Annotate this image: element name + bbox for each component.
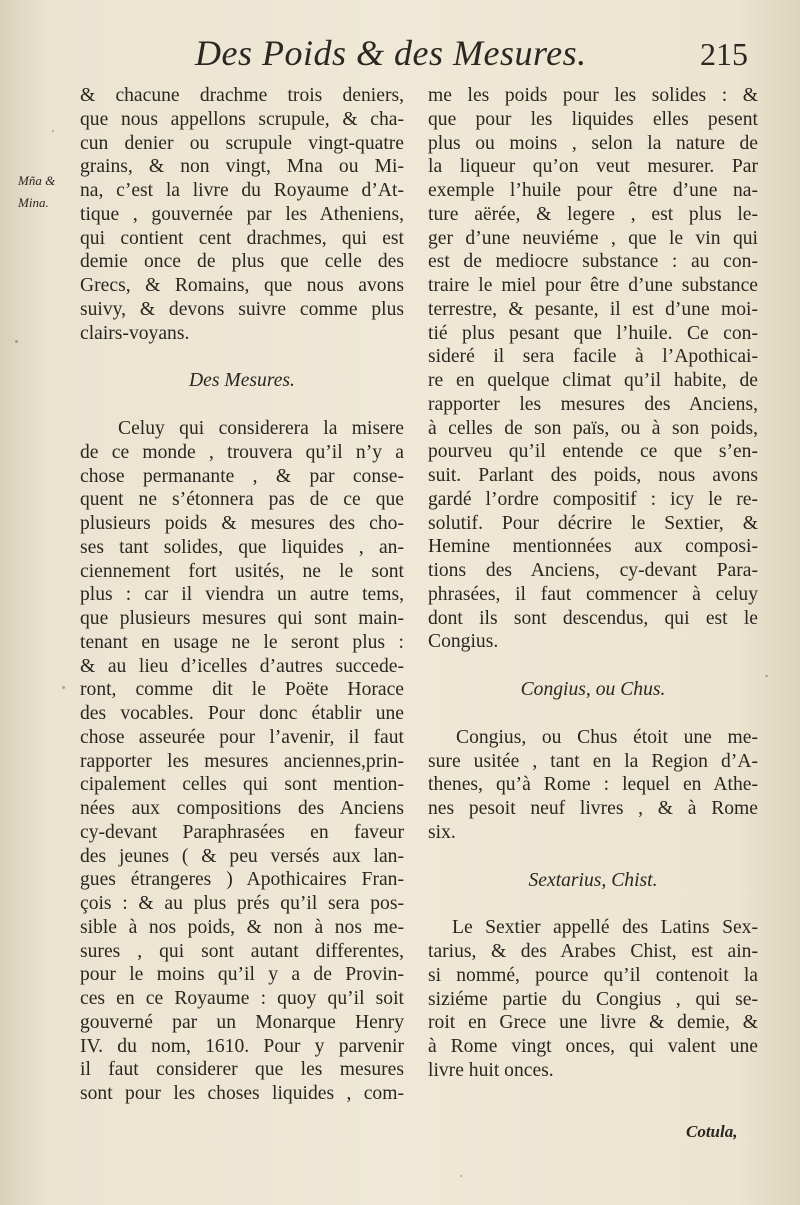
right-column [428, 84, 758, 1083]
margin-note [18, 170, 78, 214]
text-line: à celles de son païs, ou à son poids, [428, 417, 758, 439]
text-line: siziéme partie du Congius , qui se- [428, 988, 758, 1010]
text-line: ses tant solides, que liquides , an- [80, 536, 404, 558]
text-line: cipalement celles qui sont mention- [80, 774, 404, 796]
text-line: chose permanante , & par conse- [80, 465, 404, 487]
text-line: terrestre, & pesante, il est d’une moi- [428, 298, 758, 320]
text-line: Le Sextier appellé des Latins Sex- [452, 917, 758, 939]
text-line: dont ils sont descendus, qui est le [428, 607, 758, 629]
text-line: ces en ce Royaume : quoy qu’il soit [80, 988, 404, 1009]
text-line: est de mediocre substance : au con- [428, 251, 758, 273]
text-line: pour le moins qu’il y a de Provin- [80, 964, 404, 986]
text-line: plus ou moins , selon la nature de [428, 132, 758, 154]
paper-speck [62, 686, 65, 689]
text-line: tique , gouvernée par les Atheniens, [80, 203, 404, 225]
text-line: de ce monde , trouvera qu’il n’y a [80, 441, 404, 463]
text-line: sont pour les choses liquides , com- [80, 1083, 404, 1104]
margin-note-line: Mina. [18, 195, 49, 210]
left-column [80, 84, 404, 1106]
text-line: çois : & au plus prés qu’il sera pos- [80, 893, 404, 914]
text-line: Congius, ou Chus étoit une me- [456, 726, 758, 748]
catchword: Cotula, [686, 1122, 738, 1141]
text-line: il faut considerer que les mesures [80, 1059, 404, 1081]
running-title: Des Poids & des Mesures. [195, 33, 587, 73]
page-number: 215 [700, 36, 748, 72]
text-line: me les poids pour les solides : & [428, 85, 758, 106]
text-line: chose asseurée pour l’avenir, il faut [80, 726, 404, 748]
text-line: des jeunes ( & peu versés aux lan- [80, 845, 404, 867]
paper-speck [765, 675, 768, 677]
page-header [0, 32, 800, 82]
text-line: qui contient cent drachmes, qui est [80, 227, 404, 249]
text-line: gardé l’ordre compositif : icy le re- [428, 488, 758, 510]
paragraph-gap [428, 654, 758, 678]
text-line: que pour les liquides elles pesent [428, 108, 758, 130]
paper-speck [460, 1175, 462, 1177]
text-line: clairs-voyans. [80, 322, 190, 344]
text-line: Grecs, & Romains, que nous avons [80, 275, 404, 296]
text-line: ger d’une neuviéme , que le vin qui [428, 227, 758, 249]
section-heading: Des Mesures. [189, 370, 295, 392]
text-line: des vocables. Pour donc établir une [80, 703, 404, 724]
text-line: re en quelque climat qu’il habite, de [428, 370, 758, 391]
text-line: plusieurs poids & mesures des cho- [80, 513, 404, 534]
text-line: tions des Anciens, cy-devant Para- [428, 560, 758, 581]
text-line: suit. Parlant des poids, nous avons [428, 465, 758, 486]
text-line: & chacune drachme trois deniers, [80, 85, 404, 106]
text-line: solutif. Pour décrire le Sextier, & [428, 512, 758, 534]
paper-speck [15, 340, 18, 343]
text-line: ture aërée, & legere , est plus le- [428, 203, 758, 225]
text-line: livre huit onces. [428, 1059, 554, 1081]
text-line: na, c’est la livre du Royaume d’At- [80, 180, 404, 201]
text-line: grains, & non vingt, Mna ou Mi- [80, 156, 404, 178]
text-line: & au lieu d’icelles d’autres succede- [80, 655, 404, 677]
text-line: tenant en usage ne le seront plus : [80, 631, 404, 653]
text-line: ront, comme dit le Poëte Horace [80, 679, 404, 701]
margin-note-line: Mña & [18, 173, 56, 188]
paragraph-gap [428, 892, 758, 916]
text-line: Hemine mentionnées aux composi- [428, 536, 758, 558]
paper-speck [52, 130, 54, 132]
text-line: exemple l’huile pour être d’une na- [428, 180, 758, 201]
text-line: si nommé, pource qu’il contenoit la [428, 964, 758, 986]
text-line: traire le miel pour être d’une substance [428, 275, 758, 296]
paragraph-gap [80, 393, 404, 417]
text-line: à Rome vingt onces, qui valent une [428, 1036, 758, 1057]
text-line: sible à nos poids, & non à nos me- [80, 916, 404, 938]
text-line: rapporter les mesures anciennes,prin- [80, 750, 404, 772]
text-line: nées aux compositions des Anciens [80, 798, 404, 819]
text-line: roit en Grece une livre & demie, & [428, 1012, 758, 1034]
text-line: tié plus pesant que l’huile. Ce con- [428, 322, 758, 344]
text-line: ciennement fort usités, ne le sont [80, 560, 404, 582]
text-line: phrasées, il faut commencer à celuy [428, 583, 758, 605]
text-line: tarius, & des Arabes Chist, est ain- [428, 941, 758, 962]
text-line: demie once de plus que celle des [80, 251, 404, 273]
text-line: nes pesoit neuf livres , & à Rome [428, 798, 758, 819]
section-heading: Congius, ou Chus. [520, 679, 666, 700]
text-line: cy-devant Paraphrasées en faveur [80, 821, 404, 843]
text-line: la liqueur qu’on veut mesurer. Par [428, 156, 758, 178]
text-line: Congius. [428, 631, 499, 653]
section-heading: Sextarius, Chist. [528, 869, 658, 891]
text-line: que nous appellons scrupule, & cha- [80, 108, 404, 130]
text-line: gouverné par un Monarque Henry [80, 1011, 404, 1033]
text-line: six. [428, 821, 456, 843]
paragraph-gap [428, 845, 758, 869]
text-line: suivy, & devons suivre comme plus [80, 298, 404, 320]
text-line: gues étrangeres ) Apothicaires Fran- [80, 869, 404, 891]
text-line: que plusieurs mesures qui sont main- [80, 608, 404, 629]
text-line: plus : car il viendra un autre tems, [80, 584, 404, 606]
text-line: IV. du nom, 1610. Pour y parvenir [80, 1035, 404, 1057]
paragraph-gap [80, 345, 404, 369]
text-line: sideré il sera facile à l’Apothicai- [428, 346, 758, 368]
paragraph-gap [428, 702, 758, 726]
text-line: sure usitée , tant en la Region d’A- [428, 750, 758, 772]
text-line: Celuy qui considerera la misere [118, 418, 404, 439]
text-line: quent ne s’étonnera pas de ce que [80, 489, 404, 511]
text-line: cun denier ou scrupule vingt-quatre [80, 132, 404, 154]
text-line: rapporter les mesures des Anciens, [428, 393, 758, 415]
text-line: sures , qui sont autant differentes, [80, 940, 404, 962]
text-line: thenes, qu’à Rome : lequel en Athe- [428, 774, 758, 796]
text-line: pourveu qu’il entende ce que s’en- [428, 441, 758, 463]
